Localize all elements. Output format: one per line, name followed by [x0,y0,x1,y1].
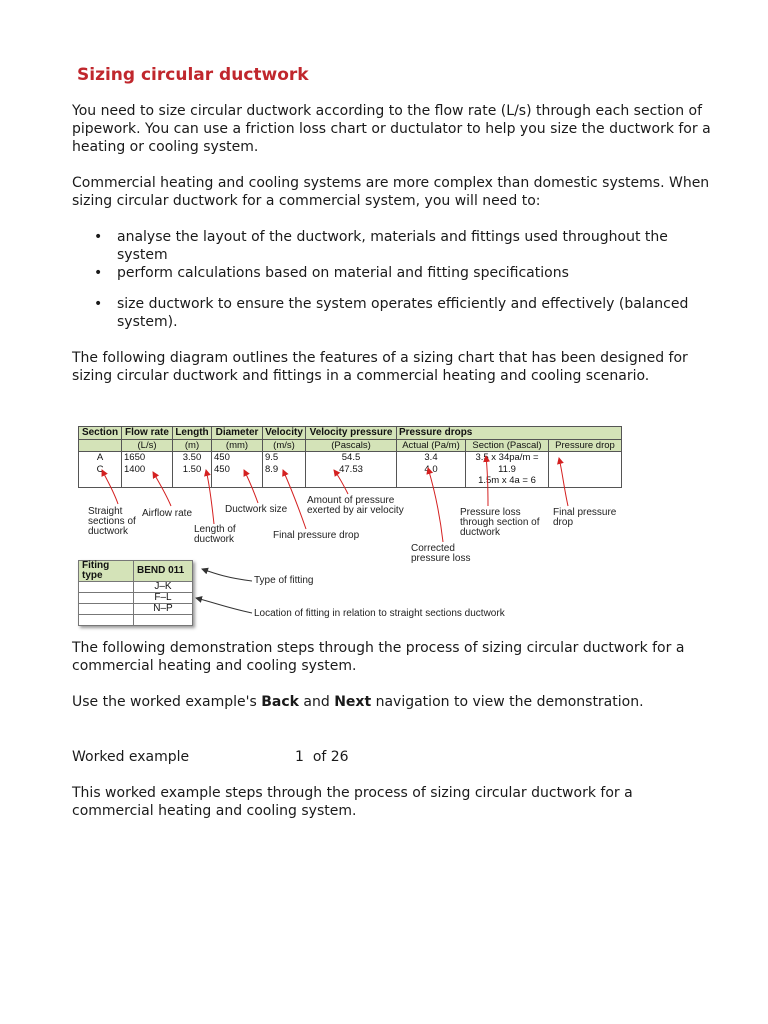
annotation-length: Length of ductwork [194,524,236,545]
annotation-pressure-loss-section: Pressure loss through section of ductwork [460,507,540,538]
fitting-location: F–L [134,593,193,604]
annotation-amount-of-pressure: Amount of pressure exerted by air velocity [307,495,404,516]
annotation-fitting-location: Location of fitting in relation to straight sections ductwork [254,608,505,619]
table-cell: 3.50 1.50 [173,452,212,488]
nav-instructions: Use the worked example's Back and Next navigation to view the demonstration. [72,694,644,710]
arrow [334,470,348,494]
arrow [153,472,171,506]
annotation-corrected-loss: Corrected pressure loss [411,543,471,564]
next-label: Next [334,694,372,710]
page-current: 1 [295,749,304,765]
arrow [196,598,252,613]
annotation-final-pressure-drop-right: Final pressure drop [553,507,617,528]
table-cell: A C [79,452,122,488]
arrow [244,470,258,503]
worked-example-description: This worked example steps through the process of sizing circular ductwork for a commercial heating and cooling system. [72,785,633,819]
back-label: Back [261,694,299,710]
arrow [428,468,443,542]
arrow [283,470,306,529]
fitting-location: J–K [134,582,193,593]
demo-intro-paragraph: The following demonstration steps through the process of sizing circular ductwork for a commercial heating and cooling system. [72,640,685,674]
annotation-ductwork-size: Ductwork size [225,504,288,515]
annotation-airflow-rate: Airflow rate [142,508,193,519]
commercial-intro-paragraph: Commercial heating and cooling systems are more complex than domestic systems. When sizing circular ductwork for a commercial system, you will need to: [72,175,710,209]
arrow [202,569,252,581]
page-title: Sizing circular ductwork [77,65,309,85]
intro-paragraph: You need to size circular ductwork according to the flow rate (L/s) through each section of pipework. You can use a friction loss chart or ductulator to help you size the ductwork for a heating or cooling system. [72,103,711,155]
annotation-final-pressure-drop: Final pressure drop [273,530,360,541]
col-header-length: Length [173,427,212,440]
table-cell: 1650 1400 [122,452,173,488]
arrow [102,470,118,504]
annotation-arrows [78,426,628,632]
annotation-type-of-fitting: Type of fitting [254,575,314,586]
annotation-straight-sections: Straight sections of ductwork [88,506,136,537]
table-cell: 54.5 47.53 [306,452,397,488]
list-item: • size ductwork to ensure the system operates efficiently and effectively (balanced system). [72,295,712,331]
table-cell: 9.5 8.9 [263,452,306,488]
table-cell: 3.5 x 34pa/m = 11.9 1.5m x 4a = 6 [466,452,549,488]
fitting-location: N–P [134,604,193,615]
sizing-chart-diagram [78,426,628,632]
list-item: • perform calculations based on material and fitting specifications [72,264,712,282]
arrow [559,458,568,506]
table-cell: 450 450 [212,452,263,488]
diagram-intro-paragraph: The following diagram outlines the features of a sizing chart that has been designed for sizing circular ductwork and fittings in a commercial heating and cooling scenario. [72,350,688,384]
worked-example-counter [72,748,712,766]
col-header-velocity-pressure: Velocity pressure [306,427,397,440]
col-header-pressure-drops: Pressure drops [397,427,622,440]
arrow [206,470,214,524]
col-header-section: Section [79,427,122,440]
col-header-flow-rate: Flow rate [122,427,173,440]
page-total: of 26 [312,749,349,765]
col-header-velocity: Velocity [263,427,306,440]
table-cell: 3.4 4.0 [397,452,466,488]
col-header-diameter: Diameter [212,427,263,440]
sizing-chart-table: Section Flow rate Length Diameter Velocity Velocity pressure Pressure drops (L/s) (m) (mm) (m/s) (Pascals) Actual (Pa/m) Section (Pascal) Pressure drop A C 1650 1400 3.50 1.50 450 450 9.5 8.9 54.5 47.53 3.4 4.0 3.5 x 34pa/m = 11.9 1.5m x 4a = 6 [78,426,622,488]
arrow [486,456,488,506]
requirements-list [72,228,712,331]
list-item: • analyse the layout of the ductwork, materials and fittings used throughout the system [72,228,712,264]
worked-example-label: Worked example [72,749,190,765]
fitting-table: Fiting type BEND 011 J–K F–L N–P [78,560,193,626]
